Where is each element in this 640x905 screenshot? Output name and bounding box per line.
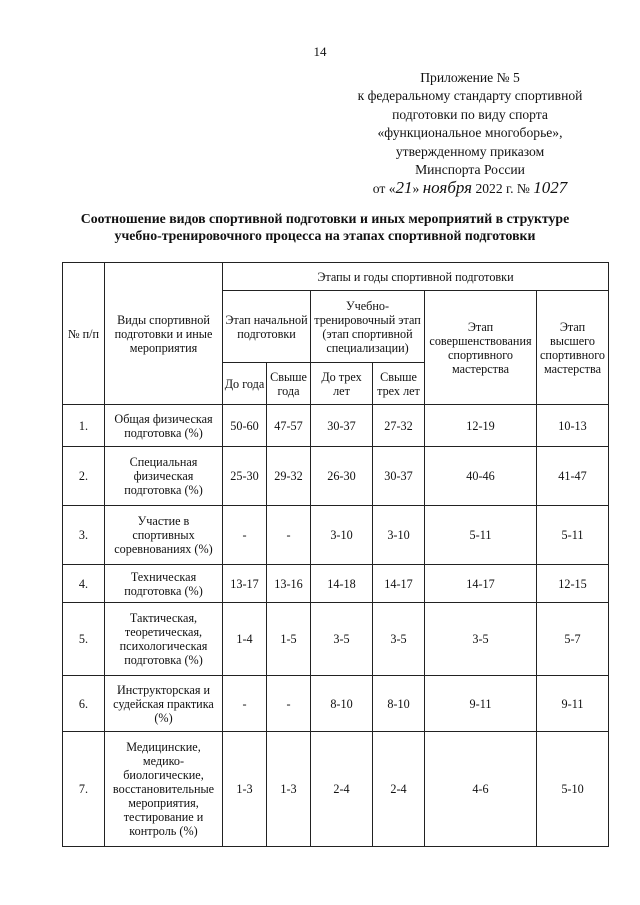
table-row (63, 405, 609, 447)
cell-value: 14-17 (373, 565, 425, 603)
cell-value: - (223, 676, 267, 732)
cell-value: 3-10 (373, 506, 425, 565)
cell-value: 27-32 (373, 405, 425, 447)
header-up-to-3-years: До трех лет (311, 363, 373, 405)
cell-value: 5-10 (537, 732, 609, 847)
cell-value: 14-18 (311, 565, 373, 603)
cell-value: 1-3 (267, 732, 311, 847)
title-line: Соотношение видов спортивной подготовки и иных мероприятий в структуре (80, 211, 570, 226)
row-name: Участие в спортивных соревнованиях (%) (105, 506, 223, 565)
row-name: Медицинские, медико-биологические, восстановительные мероприятия, тестирование и контроль (%) (105, 732, 223, 847)
cell-value: 25-30 (223, 447, 267, 506)
cell-value: 3-5 (425, 603, 537, 676)
row-number: 5. (63, 603, 105, 676)
date-year: 2022 г. № (475, 181, 530, 197)
cell-value: - (267, 676, 311, 732)
row-name: Техническая подготовка (%) (105, 565, 223, 603)
appendix-line: Минспорта России (415, 162, 525, 178)
row-number: 2. (63, 447, 105, 506)
table-row (63, 603, 609, 676)
page-number: 14 (313, 44, 327, 59)
appendix-line: утвержденному приказом (395, 143, 545, 159)
cell-value: 13-17 (223, 565, 267, 603)
cell-value: 9-11 (425, 676, 537, 732)
title-line: учебно-тренировочного процесса на этапах спортивной подготовки (114, 228, 536, 243)
header-higher-stage: Этап высшего спортивного мастерства (537, 291, 609, 405)
date-mid: » (412, 181, 420, 197)
cell-value: 26-30 (311, 447, 373, 506)
header-initial-stage: Этап начальной подготовки (223, 291, 311, 363)
table-row (63, 506, 609, 565)
header-over-3-years: Свыше трех лет (373, 363, 425, 405)
cell-value: 12-15 (537, 565, 609, 603)
cell-value: 47-57 (267, 405, 311, 447)
header-up-to-year: До года (223, 363, 267, 405)
cell-value: 50-60 (223, 405, 267, 447)
cell-value: 13-16 (267, 565, 311, 603)
cell-value: 2-4 (311, 732, 373, 847)
appendix-line: к федеральному стандарту спортивной (357, 88, 583, 104)
row-number: 6. (63, 676, 105, 732)
header-improvement-stage: Этап совершенствования спортивного мастерства (425, 291, 537, 405)
row-name: Инструкторская и судейская практика (%) (105, 676, 223, 732)
document-title (40, 210, 610, 244)
cell-value: 14-17 (425, 565, 537, 603)
cell-value: 3-5 (373, 603, 425, 676)
table-row (63, 447, 609, 506)
cell-value: 10-13 (537, 405, 609, 447)
handwritten-month: ноября (422, 178, 473, 198)
appendix-line: «функциональное многоборье», (377, 125, 563, 141)
appendix-title: Приложение № 5 (420, 70, 520, 85)
cell-value: 8-10 (311, 676, 373, 732)
cell-value: 2-4 (373, 732, 425, 847)
date-prefix: от « (372, 181, 396, 197)
row-name: Общая физическая подготовка (%) (105, 405, 223, 447)
cell-value: 12-19 (425, 405, 537, 447)
header-types: Виды спортивной подготовки и иные мероприятия (105, 263, 223, 405)
handwritten-order-number: 1027 (533, 178, 568, 198)
cell-value: 3-10 (311, 506, 373, 565)
handwritten-day: 21 (395, 178, 413, 198)
cell-value: 41-47 (537, 447, 609, 506)
row-number: 3. (63, 506, 105, 565)
header-training-stage: Учебно-тренировочный этап (этап спортивной специализации) (311, 291, 425, 363)
header-num: № п/п (63, 263, 105, 405)
row-name: Специальная физическая подготовка (%) (105, 447, 223, 506)
cell-value: 9-11 (537, 676, 609, 732)
ratio-table (62, 262, 609, 847)
row-number: 7. (63, 732, 105, 847)
cell-value: 40-46 (425, 447, 537, 506)
cell-value: 8-10 (373, 676, 425, 732)
appendix-line: подготовки по виду спорта (392, 106, 548, 122)
cell-value: 1-4 (223, 603, 267, 676)
cell-value: 5-7 (537, 603, 609, 676)
row-name: Тактическая, теоретическая, психологическая подготовка (%) (105, 603, 223, 676)
cell-value: 5-11 (537, 506, 609, 565)
table-row (63, 565, 609, 603)
appendix-header (320, 69, 620, 199)
cell-value: - (223, 506, 267, 565)
cell-value: 30-37 (311, 405, 373, 447)
cell-value: 1-5 (267, 603, 311, 676)
cell-value: 30-37 (373, 447, 425, 506)
cell-value: 4-6 (425, 732, 537, 847)
header-over-year: Свыше года (267, 363, 311, 405)
row-number: 1. (63, 405, 105, 447)
table-row (63, 732, 609, 847)
cell-value: 5-11 (425, 506, 537, 565)
table-row (63, 676, 609, 732)
cell-value: 29-32 (267, 447, 311, 506)
cell-value: - (267, 506, 311, 565)
row-number: 4. (63, 565, 105, 603)
cell-value: 3-5 (311, 603, 373, 676)
header-stages: Этапы и годы спортивной подготовки (223, 263, 609, 291)
order-dateline (320, 179, 620, 198)
cell-value: 1-3 (223, 732, 267, 847)
